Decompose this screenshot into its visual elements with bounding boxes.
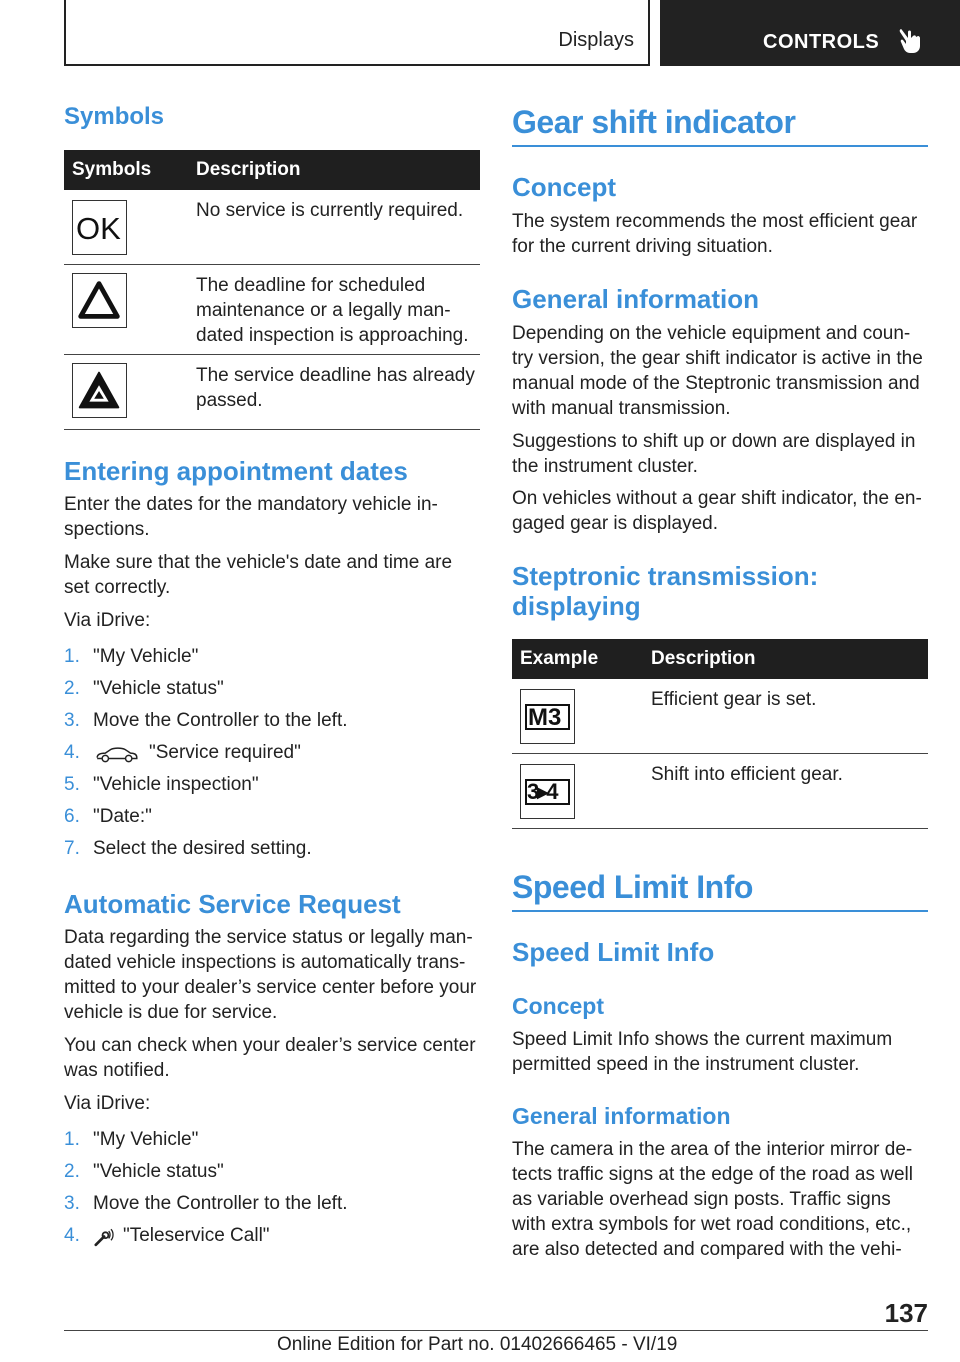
text-line: mitted to your dealer’s service center before your xyxy=(64,977,477,998)
table-cell-description: Shift into efficient gear. xyxy=(651,764,843,785)
text-line: gaged gear is displayed. xyxy=(512,513,718,534)
text-line: The camera in the area of the interior mirror de- xyxy=(512,1139,913,1160)
general-heading: General information xyxy=(512,284,760,314)
text-line: The system recommends the most efficient gear xyxy=(512,211,918,232)
sl-concept-heading: Concept xyxy=(512,993,604,1019)
table-row xyxy=(512,754,928,829)
text-line: Enter the dates for the mandatory vehicle in- xyxy=(64,494,438,515)
entering-heading: Entering appointment dates xyxy=(64,456,408,486)
desc-line: maintenance or a legally man- xyxy=(196,300,451,321)
entering-paragraph-1 xyxy=(64,492,438,542)
header-chapter-title: CONTROLS xyxy=(763,31,880,53)
text-line: Speed Limit Info shows the current maximum xyxy=(512,1029,893,1050)
text-line: spections. xyxy=(64,519,150,540)
gear-title: Gear shift indicator xyxy=(512,104,796,140)
heading-line: Steptronic transmission: xyxy=(512,561,819,591)
sl-concept-paragraph xyxy=(512,1027,892,1077)
example-col-header: Example xyxy=(520,648,599,669)
example-table xyxy=(512,639,928,829)
concept-paragraph xyxy=(512,209,917,259)
text-line: On vehicles without a gear shift indicator, the en- xyxy=(512,488,922,509)
text-line: dated vehicle inspections is automatically trans- xyxy=(64,952,466,973)
symbols-col-header: Symbols xyxy=(72,159,152,180)
concept-heading: Concept xyxy=(512,172,616,202)
table-row xyxy=(64,355,480,430)
step-text: "Vehicle status" xyxy=(93,678,224,699)
speed-subheading: Speed Limit Info xyxy=(512,937,715,967)
step-text: "Teleservice Call" xyxy=(123,1225,270,1246)
general-paragraph-3 xyxy=(512,486,922,536)
step-text: Select the desired setting. xyxy=(93,838,312,859)
text-line: You can check when your dealer’s service center xyxy=(64,1035,476,1056)
sl-general-heading: General information xyxy=(512,1103,731,1129)
table-row xyxy=(64,265,480,355)
step-number: 3. xyxy=(64,1193,80,1214)
footer-edition: Online Edition for Part no. 01402666465 - VI/19 xyxy=(277,1334,678,1355)
gear-shift-text: 3▸4 xyxy=(527,779,557,804)
asr-heading: Automatic Service Request xyxy=(64,889,401,919)
step-number: 1. xyxy=(64,646,80,667)
step-text: "My Vehicle" xyxy=(93,646,199,667)
text-line: vehicle is due for service. xyxy=(64,1002,278,1023)
text-line: the instrument cluster. xyxy=(512,456,698,477)
text-line: with manual transmission. xyxy=(512,398,731,419)
ok-symbol xyxy=(72,200,127,255)
step-text: "Vehicle status" xyxy=(93,1161,224,1182)
text-line: was notified. xyxy=(64,1060,170,1081)
example-table-header xyxy=(512,639,928,679)
desc-line: The service deadline has already xyxy=(196,365,475,386)
header-section-box xyxy=(64,0,650,66)
general-paragraph-2 xyxy=(512,429,915,479)
steptronic-heading xyxy=(512,561,818,621)
step-text: "My Vehicle" xyxy=(93,1129,199,1150)
text-line: for the current driving situation. xyxy=(512,236,773,257)
symbols-table-header xyxy=(64,150,480,190)
desc-line: No service is currently required. xyxy=(196,200,464,221)
text-line: try version, the gear shift indicator is active in the xyxy=(512,348,923,369)
asr-via: Via iDrive: xyxy=(64,1093,151,1114)
ok-symbol-text: OK xyxy=(76,211,121,246)
step-number: 7. xyxy=(64,838,80,859)
header-section-title: Displays xyxy=(558,29,634,51)
step-number: 1. xyxy=(64,1129,80,1150)
warning-triangle-filled-icon xyxy=(72,363,127,418)
wrench-signal-icon xyxy=(94,1228,116,1247)
description-col-header: Description xyxy=(651,648,756,669)
table-cell-description xyxy=(196,198,463,223)
asr-paragraph-2 xyxy=(64,1033,476,1083)
symbols-heading: Symbols xyxy=(64,103,165,130)
symbols-table xyxy=(64,150,480,430)
text-line: as variable overhead sign posts. Traffic signs xyxy=(512,1189,891,1210)
gear-m3-text: M3 xyxy=(528,704,562,731)
warning-triangle-icon xyxy=(72,273,127,328)
page-number: 137 xyxy=(884,1298,928,1328)
desc-line: The deadline for scheduled xyxy=(196,275,426,296)
step-number: 5. xyxy=(64,774,80,795)
table-row xyxy=(64,190,480,265)
text-line: Suggestions to shift up or down are displayed in xyxy=(512,431,916,452)
desc-line: dated inspection is approaching. xyxy=(196,325,469,346)
asr-paragraph-1 xyxy=(64,925,476,1025)
step-text: Move the Controller to the left. xyxy=(93,710,348,731)
table-cell-description: Efficient gear is set. xyxy=(651,689,817,710)
text-line: set correctly. xyxy=(64,577,171,598)
text-line: permitted speed in the instrument cluster. xyxy=(512,1054,860,1075)
speed-title-rule xyxy=(512,910,928,912)
gear-shift-up-symbol xyxy=(520,764,575,819)
table-row xyxy=(512,679,928,754)
description-col-header: Description xyxy=(196,159,301,180)
car-icon xyxy=(94,745,140,763)
entering-via: Via iDrive: xyxy=(64,610,151,631)
step-number: 3. xyxy=(64,710,80,731)
entering-paragraph-2 xyxy=(64,550,452,600)
text-line: tects traffic signs at the edge of the road as well xyxy=(512,1164,913,1185)
text-line: are also detected and compared with the vehi- xyxy=(512,1239,902,1260)
gear-m3-symbol xyxy=(520,689,575,744)
text-line: with extra symbols for wet road conditions, etc., xyxy=(512,1214,912,1235)
speed-title: Speed Limit Info xyxy=(512,869,753,905)
table-cell-description xyxy=(196,273,469,348)
step-text: "Service required" xyxy=(149,742,301,763)
step-number: 4. xyxy=(64,1225,80,1246)
pointing-hand-icon xyxy=(898,26,922,54)
text-line: manual mode of the Steptronic transmission and xyxy=(512,373,920,394)
gear-title-rule xyxy=(512,145,928,147)
footer-divider xyxy=(64,1330,928,1331)
step-number: 6. xyxy=(64,806,80,827)
step-number: 4. xyxy=(64,742,80,763)
heading-line: displaying xyxy=(512,591,641,621)
step-number: 2. xyxy=(64,678,80,699)
text-line: Make sure that the vehicle's date and time are xyxy=(64,552,453,573)
step-number: 2. xyxy=(64,1161,80,1182)
header-chapter-box xyxy=(660,0,960,66)
sl-general-paragraph xyxy=(512,1137,913,1262)
step-text: Move the Controller to the left. xyxy=(93,1193,348,1214)
desc-line: passed. xyxy=(196,390,263,411)
table-cell-description xyxy=(196,363,475,413)
general-paragraph-1 xyxy=(512,321,923,421)
step-text: "Date:" xyxy=(93,806,152,827)
step-text: "Vehicle inspection" xyxy=(93,774,259,795)
text-line: Depending on the vehicle equipment and coun- xyxy=(512,323,911,344)
text-line: Data regarding the service status or legally man- xyxy=(64,927,473,948)
